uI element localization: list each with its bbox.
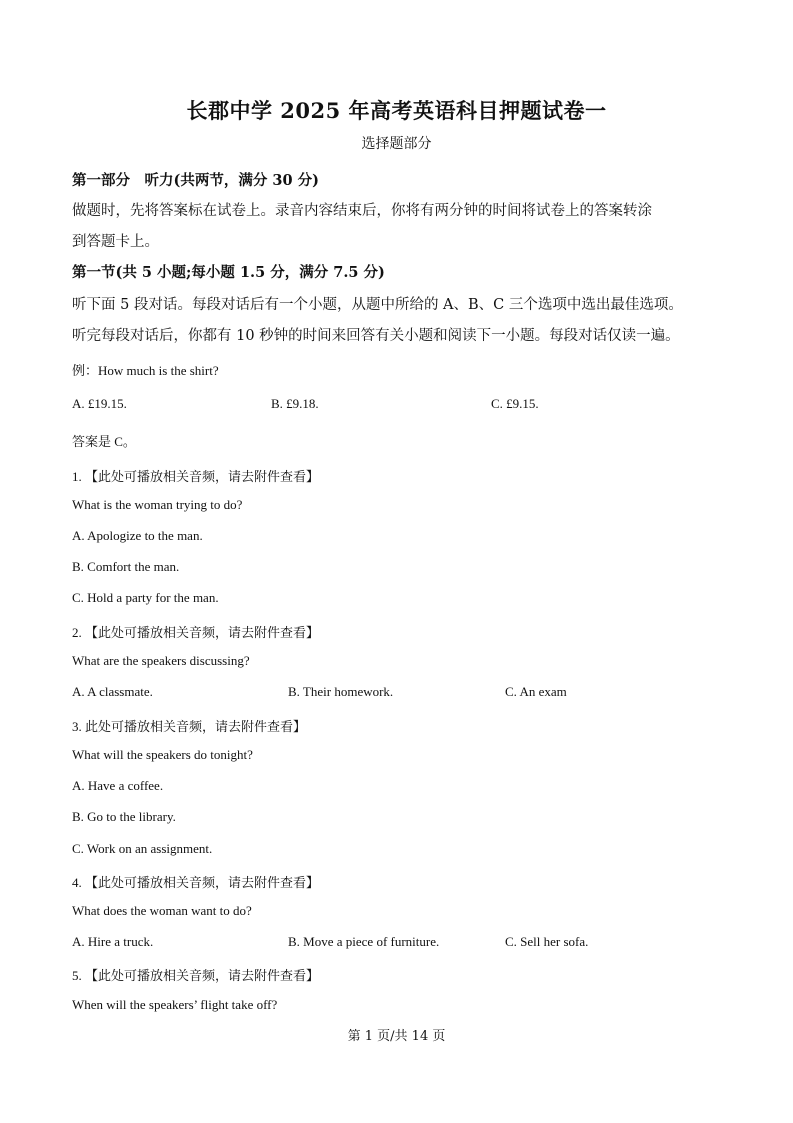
- question-1-option-c: C. Hold a party for the man.: [72, 590, 219, 605]
- example-answer: 答案是 C。: [72, 434, 136, 449]
- question-3-option-b: B. Go to the library.: [72, 809, 176, 824]
- question-2-option-a: A. A classmate.: [72, 684, 153, 699]
- example-question: 例：How much is the shirt?: [72, 363, 219, 378]
- question-3-option-c: C. Work on an assignment.: [72, 841, 213, 856]
- question-2-option-c: C. An exam: [505, 684, 567, 699]
- part-heading: 第一部分 听力(共两节，满分 30 分): [72, 172, 319, 189]
- question-5-label: 5. 【此处可播放相关音频，请去附件查看】: [72, 968, 320, 983]
- example-option-a: A. £19.15.: [72, 396, 127, 411]
- example-option-b: B. £9.18.: [271, 396, 319, 411]
- question-5-text: When will the speakers’ flight take off?: [72, 997, 278, 1012]
- question-2-text: What are the speakers discussing?: [72, 653, 250, 668]
- page-footer: 第 1 页/共 14 页: [347, 1029, 446, 1044]
- question-3-label: 3. 此处可播放相关音频，请去附件查看】: [72, 719, 307, 734]
- question-1-label: 1. 【此处可播放相关音频，请去附件查看】: [72, 469, 320, 484]
- question-4-label: 4. 【此处可播放相关音频，请去附件查看】: [72, 875, 320, 890]
- directions-line-1: 听下面 5 段对话。每段对话后有一个小题，从题中所给的 A、B、C 三个选项中选出最佳选项。: [72, 297, 683, 313]
- question-4-option-c: C. Sell her sofa.: [505, 934, 589, 949]
- question-1-text: What is the woman trying to do?: [72, 497, 243, 512]
- question-4-text: What does the woman want to do?: [72, 903, 252, 918]
- question-2-label: 2. 【此处可播放相关音频，请去附件查看】: [72, 625, 320, 640]
- question-3-text: What will the speakers do tonight?: [72, 747, 253, 762]
- question-1-option-a: A. Apologize to the man.: [72, 528, 203, 543]
- example-option-c: C. £9.15.: [491, 396, 539, 411]
- question-4-option-b: B. Move a piece of furniture.: [288, 934, 440, 949]
- instruction-line-1: 做题时，先将答案标在试卷上。录音内容结束后，你将有两分钟的时间将试卷上的答案转涂: [72, 203, 652, 219]
- directions-line-2: 听完每段对话后，你都有 10 秒钟的时间来回答有关小题和阅读下一小题。每段对话仅读一遍。: [72, 328, 680, 344]
- question-4-option-a: A. Hire a truck.: [72, 934, 154, 949]
- instruction-line-2: 到答题卡上。: [72, 234, 159, 250]
- question-3-option-a: A. Have a coffee.: [72, 778, 164, 793]
- question-1-option-b: B. Comfort the man.: [72, 559, 180, 574]
- question-2-option-b: B. Their homework.: [288, 684, 394, 699]
- section-heading: 第一节(共 5 小题;每小题 1.5 分，满分 7.5 分): [72, 264, 385, 281]
- page-title: 长郡中学 2025 年高考英语科目押题试卷一: [186, 98, 607, 123]
- section-subtitle: 选择题部分: [361, 136, 432, 152]
